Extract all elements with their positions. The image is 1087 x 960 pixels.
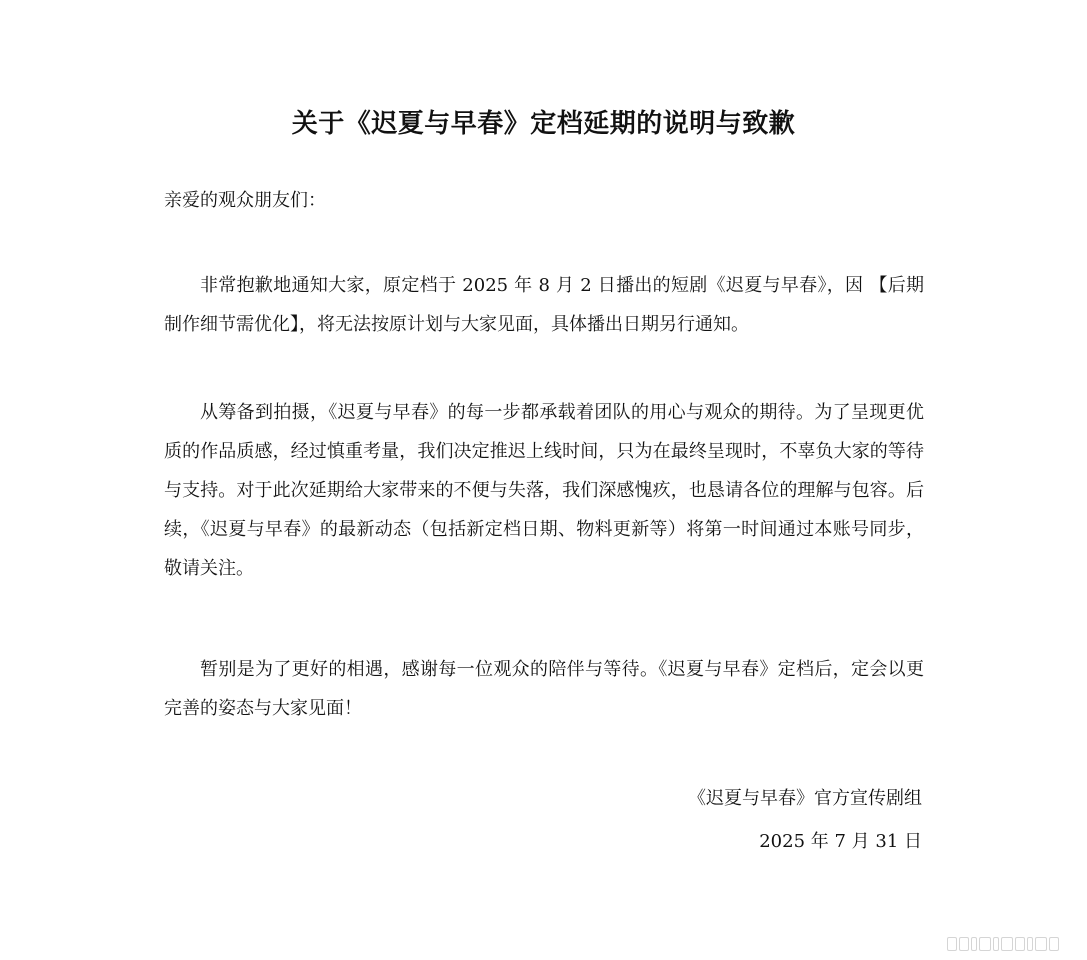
signature: 《迟夏与早春》官方宣传剧组: [688, 788, 922, 809]
watermark-logo-icon: [947, 932, 1065, 946]
paragraph-3: 暂别是为了更好的相遇，感谢每一位观众的陪伴与等待。《迟夏与早春》定档后，定会以更完善的姿态与大家见面！: [164, 659, 924, 719]
document-title: 关于《迟夏与早春》定档延期的说明与致歉: [291, 109, 796, 139]
salutation: 亲爱的观众朋友们：: [164, 190, 326, 211]
paragraph-2: 从筹备到拍摄，《迟夏与早春》的每一步都承载着团队的用心与观众的期待。为了呈现更优质的作品质感，经过慎重考量，我们决定推迟上线时间，只为在最终呈现时，不辜负大家的等待与支持。对于此次延期给大家带来的不便与失落，我们深感愧疚，也恳请各位的理解与包容。后续，《迟夏与早春》的最新动态（包括新定档日期、物料更新等）将第一时间通过本账号同步，敬请关注。: [164, 402, 924, 579]
signature-date: 2025 年 7 月 31 日: [759, 831, 922, 852]
paragraph-1: 非常抱歉地通知大家，原定档于 2025 年 8 月 2 日播出的短剧《迟夏与早春》，因 【后期制作细节需优化】，将无法按原计划与大家见面，具体播出日期另行通知。: [164, 275, 924, 335]
